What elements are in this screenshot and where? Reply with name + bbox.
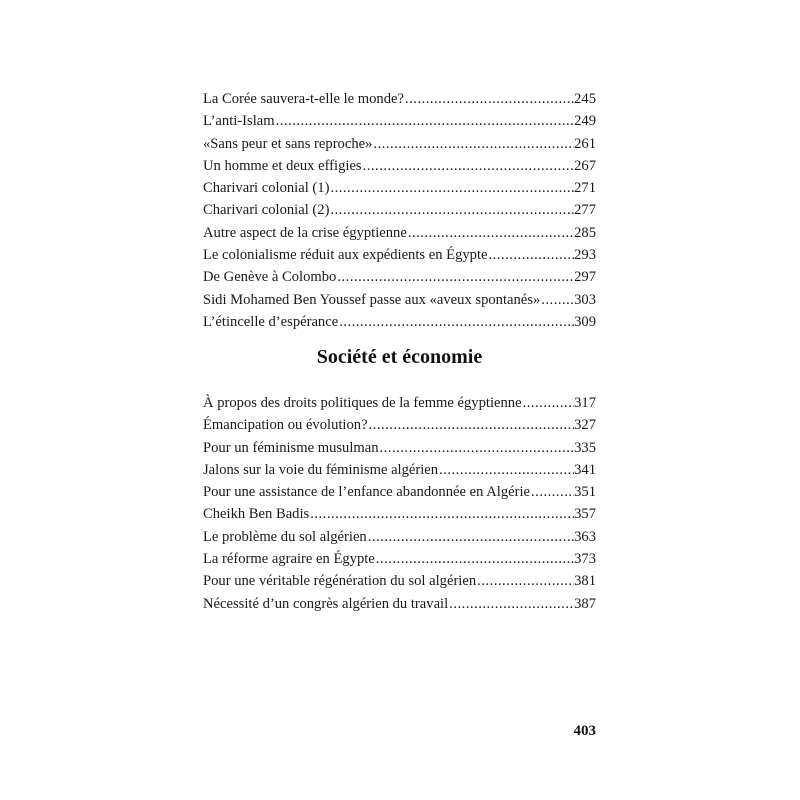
dot-leader	[368, 526, 574, 548]
toc-entry-title: À propos des droits politiques de la femme égyptienne	[203, 395, 522, 411]
dot-leader	[439, 459, 574, 481]
toc-entry	[203, 414, 596, 436]
toc-entry	[203, 88, 596, 110]
toc-entry-page: 387	[574, 595, 596, 612]
dot-leader	[330, 177, 574, 199]
toc-entry-title: Pour un féminisme musulman	[203, 439, 379, 456]
toc-entry-page: 245	[574, 91, 596, 107]
toc-entry-page: 271	[574, 180, 596, 197]
dot-leader	[363, 155, 575, 177]
toc-entry	[203, 548, 596, 570]
toc-entry	[203, 266, 596, 288]
toc-entry	[203, 392, 596, 414]
section-heading: Société et économie	[316, 346, 483, 368]
toc-entry-title: Charivari colonial (2)	[203, 202, 330, 219]
toc-entry-title: Jalons sur la voie du féminisme algérien	[203, 461, 439, 478]
toc-entry-title: «Sans peur et sans reproche»	[203, 135, 373, 152]
dot-leader	[369, 414, 575, 436]
toc-entry-page: 381	[574, 573, 596, 590]
toc-entry-page: 293	[574, 247, 596, 264]
toc-entry-title: Nécessité d’un congrès algérien du travail	[203, 595, 449, 612]
toc-entry-title: Charivari colonial (1)	[203, 180, 330, 197]
toc-list-part1	[203, 88, 596, 333]
toc-entry-title: Émancipation ou évolution?	[203, 417, 368, 434]
toc-entry	[203, 244, 596, 266]
dot-leader	[373, 133, 574, 155]
toc-entry-page: 261	[574, 135, 596, 152]
toc-entry-page: 373	[574, 551, 596, 568]
toc-entry-page: 335	[574, 439, 596, 456]
dot-leader	[337, 266, 574, 288]
toc-entry-page: 327	[574, 417, 596, 434]
toc-entry-page: 277	[574, 202, 596, 219]
toc-entry-page: 297	[574, 269, 596, 286]
dot-leader	[523, 392, 575, 414]
toc-entry-page: 303	[574, 291, 596, 308]
toc-entry-title: L’étincelle d’espérance	[203, 313, 339, 330]
toc-list-part2	[203, 392, 596, 615]
toc-entry-title: Un homme et deux effigies	[203, 157, 362, 174]
toc-entry-title: Cheikh Ben Badis	[203, 506, 310, 523]
toc-entry-title: La Corée sauvera-t-elle le monde?	[203, 91, 404, 107]
dot-leader	[531, 481, 574, 503]
dot-leader	[376, 548, 574, 570]
toc-entry	[203, 503, 596, 525]
toc-entry-title: Le colonialisme réduit aux expédients en Égypte	[203, 247, 488, 264]
dot-leader	[330, 199, 574, 221]
toc-entry-page: 357	[574, 506, 596, 523]
toc-entry	[203, 155, 596, 177]
toc-entry-title: Pour une véritable régénération du sol algérien	[203, 573, 477, 590]
toc-entry	[203, 222, 596, 244]
toc-entry	[203, 459, 596, 481]
toc-entry	[203, 437, 596, 459]
toc-entry-title: Sidi Mohamed Ben Youssef passe aux «aveux spontanés»	[203, 291, 541, 308]
dot-leader	[405, 88, 574, 110]
toc-entry-page: 317	[574, 395, 596, 411]
toc-entry-page: 363	[574, 528, 596, 545]
toc-entry	[203, 570, 596, 592]
dot-leader	[477, 570, 574, 592]
page-number: 403	[573, 723, 596, 739]
toc-entry-page: 285	[574, 224, 596, 241]
toc-entry	[203, 177, 596, 199]
toc-entry-title: L’anti-Islam	[203, 113, 275, 130]
toc-entry-page: 309	[574, 313, 596, 330]
toc-entry-title: De Genève à Colombo	[203, 269, 337, 286]
dot-leader	[339, 311, 574, 333]
dot-leader	[489, 244, 575, 266]
dot-leader	[408, 222, 574, 244]
toc-entry-page: 351	[574, 484, 596, 501]
toc-entry-title: La réforme agraire en Égypte	[203, 551, 375, 568]
toc-entry	[203, 311, 596, 333]
toc-entry	[203, 289, 596, 311]
toc-entry	[203, 526, 596, 548]
dot-leader	[541, 289, 574, 311]
toc-entry-page: 267	[574, 157, 596, 174]
toc-entry-page: 249	[574, 113, 596, 130]
toc-entry-title: Autre aspect de la crise égyptienne	[203, 224, 407, 241]
toc-entry	[203, 110, 596, 132]
toc-entry	[203, 481, 596, 503]
toc-entry-title: Le problème du sol algérien	[203, 528, 367, 545]
dot-leader	[276, 110, 575, 132]
toc-entry	[203, 593, 596, 615]
toc-entry-page: 341	[574, 461, 596, 478]
dot-leader	[380, 437, 575, 459]
dot-leader	[310, 503, 574, 525]
toc-entry	[203, 133, 596, 155]
dot-leader	[449, 593, 574, 615]
toc-entry-title: Pour une assistance de l’enfance abandonnée en Algérie	[203, 484, 531, 501]
toc-entry	[203, 199, 596, 221]
